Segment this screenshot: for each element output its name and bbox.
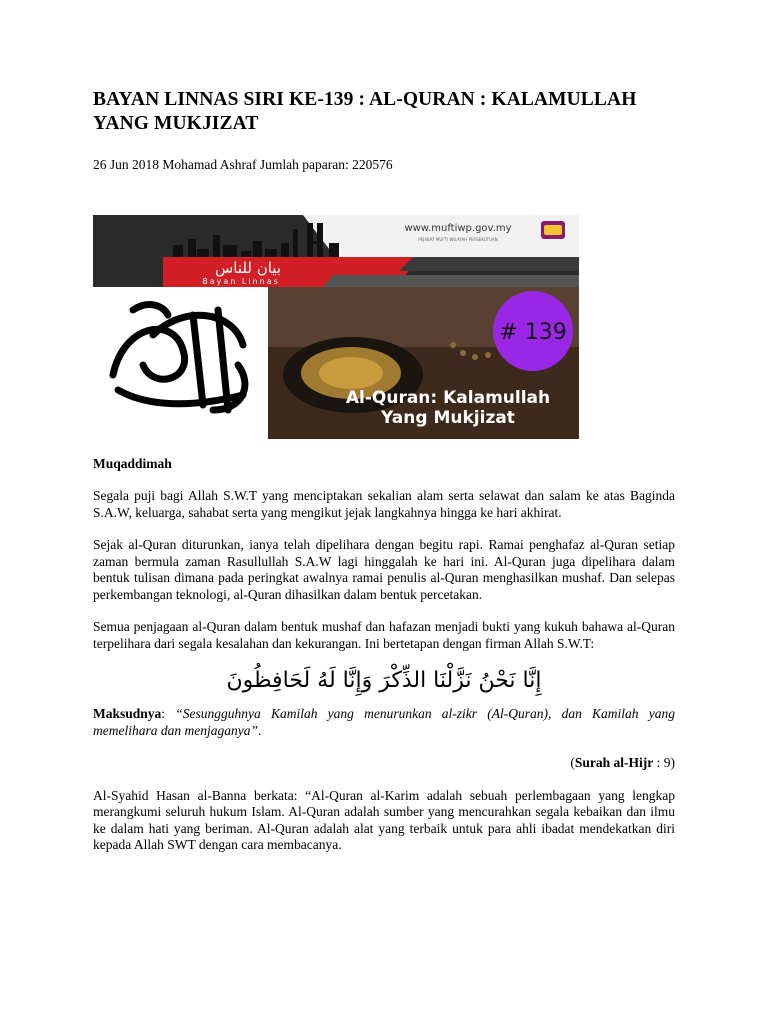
paragraph-1: Segala puji bagi Allah S.W.T yang menciptakan sekalian alam serta selawat dan salam ke atas Baginda S.A.W, keluarga, sahabat serta yang mengikut jejak langkahnya hingga ke hari akhirat. — [93, 488, 675, 520]
document-page — [93, 88, 675, 854]
meaning-separator: : — [161, 706, 176, 721]
section-heading: Muqaddimah — [93, 456, 172, 471]
issue-number: # 139 — [499, 320, 567, 345]
paragraph-4: Al-Syahid Hasan al-Banna berkata: “Al-Quran al-Karim adalah sebuah perlembagaan yang lengkap merangkumi seluruh hukum Islam. Al-Quran adalah sumber yang mencurahkan segala kebaikan dan ilmu ke dalam hati yang beriman. Al-Quran adalah alat yang terbaik untuk para ahli ibadat mendekatkan diri kepada Allah SWT dengan cara membacanya. — [93, 787, 675, 852]
banner-url: www.muftiwp.gov.my — [404, 223, 512, 234]
banner-label: Bayan Linnas — [202, 277, 280, 286]
banner-image — [93, 215, 579, 439]
paragraph-3: Semua penjagaan al-Quran dalam bentuk mushaf dan hafazan menjadi bukti yang kukuh bahawa al-Quran terpelihara dari segala kesalahan dan kekurangan. Ini bertetapan dengan firman Allah S.W.T: — [93, 619, 675, 651]
paragraph-2: Sejak al-Quran diturunkan, ianya telah dipelihara dengan begitu rapi. Ramai penghafaz al-Quran setiap zaman bermula zaman Rasullullah S.A.W lagi hinggalah ke hari ini. Al-Quran juga dipelihara dalam bentuk tulisan dimana pada peringkat awalnya ramai penulis al-Quran menghasilkan mushaf. Dan selepas perkembangan teknologi, al-Quran dihasilkan dalam bentuk percetakan. — [93, 537, 675, 602]
quran-verse: إِنَّا نَحْنُ نَزَّلْنَا الذِّكْرَ وَإِنَّا لَهُ لَحَافِظُونَ — [226, 668, 542, 693]
verse-reference — [93, 755, 675, 772]
page-title: BAYAN LINNAS SIRI KE-139 : AL-QURAN : KALAMULLAH YANG MUKJIZAT — [93, 89, 637, 134]
banner-caption-line1: Al-Quran: Kalamullah — [345, 388, 551, 408]
ref-open: ( — [570, 755, 575, 770]
banner-caption-line2: Yang Mukjizat — [381, 408, 515, 428]
post-meta: 26 Jun 2018 Mohamad Ashraf Jumlah paparan: 220576 — [93, 157, 393, 172]
meaning-label: Maksudnya — [93, 706, 162, 721]
verse-meaning — [93, 706, 675, 739]
meaning-end: . — [257, 722, 262, 738]
banner-office: PEJABAT MUFTI WILAYAH PERSEKUTUAN — [418, 237, 498, 242]
ref-surah: Surah al-Hijr — [574, 755, 654, 770]
meaning-text: “Sesungguhnya Kamilah yang menurunkan al-zikr (Al-Quran), dan Kamilah yang memelihara dan menjaganya” — [93, 706, 675, 738]
mufti-logo-icon — [541, 221, 565, 239]
ref-rest: : 9) — [653, 755, 675, 770]
banner-arabic-label: بيان للناس — [215, 259, 281, 277]
